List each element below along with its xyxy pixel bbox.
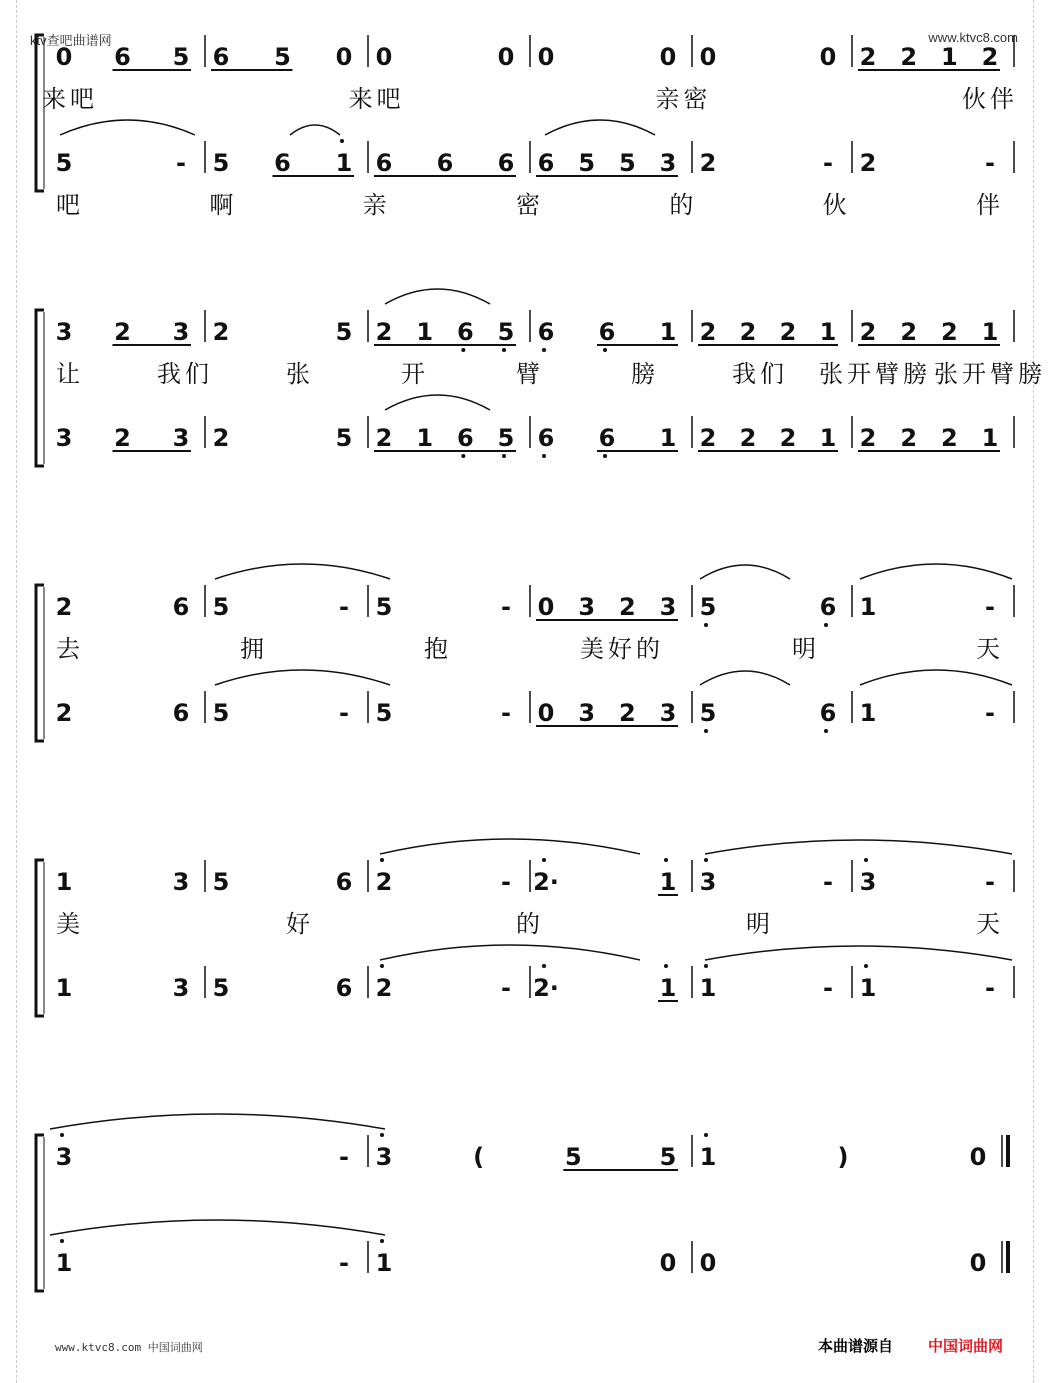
score-system xyxy=(36,1114,1008,1291)
slur xyxy=(705,840,1012,854)
low-octave-dot xyxy=(542,454,546,458)
note: 2 xyxy=(900,318,918,346)
note: - xyxy=(985,593,995,621)
note: 1 xyxy=(416,318,434,346)
note: 1 xyxy=(859,593,877,621)
note: 0 xyxy=(969,1143,987,1171)
note: 3 xyxy=(578,699,596,727)
note: 6 xyxy=(537,424,555,452)
note: 5 xyxy=(578,149,596,177)
lyric: 明 xyxy=(792,635,820,663)
low-octave-dot xyxy=(603,454,607,458)
note: 3 xyxy=(375,1143,393,1171)
note: 6 xyxy=(274,149,291,177)
note: 6 xyxy=(335,868,353,896)
header-url: www.ktvc8.com xyxy=(928,30,1018,45)
note: 5 xyxy=(335,424,353,452)
note: 3 xyxy=(55,318,73,346)
slur xyxy=(215,670,390,685)
low-octave-dot xyxy=(461,454,465,458)
lyric: 伙伴 xyxy=(962,85,1018,113)
note: 1 xyxy=(659,974,677,1002)
slur xyxy=(545,120,655,135)
note: - xyxy=(823,149,833,177)
lyric: 我们 xyxy=(157,360,213,388)
voice-row xyxy=(56,289,1046,388)
note: 2 xyxy=(618,593,636,621)
note: 5 xyxy=(497,424,515,452)
note: 2 xyxy=(375,974,393,1002)
note: 5 xyxy=(172,43,190,71)
slur xyxy=(860,564,1012,579)
note: 0 xyxy=(659,43,677,71)
high-octave-dot xyxy=(542,858,546,862)
high-octave-dot xyxy=(704,1133,708,1137)
note: 1 xyxy=(55,868,73,896)
note: 5 xyxy=(212,149,230,177)
lyric: 去 xyxy=(56,635,84,663)
note: - xyxy=(823,974,833,1002)
footer-site-link[interactable]: www.ktvc8.com 中国词曲网 xyxy=(55,1341,203,1354)
slur xyxy=(700,671,790,685)
voice-row xyxy=(56,839,1014,938)
lyric: 拥 xyxy=(240,635,268,663)
note: 2 xyxy=(859,43,877,71)
score-system xyxy=(36,289,1046,466)
note: 5 xyxy=(375,593,393,621)
note: 1 xyxy=(375,1249,393,1277)
note: 6 xyxy=(212,43,230,71)
note: 5 xyxy=(335,318,353,346)
note: 2· xyxy=(533,974,559,1002)
note: - xyxy=(985,974,995,1002)
note: 1 xyxy=(819,318,837,346)
score-system xyxy=(36,839,1014,1016)
note: 6 xyxy=(819,593,837,621)
note: - xyxy=(501,699,511,727)
note: 1 xyxy=(699,974,717,1002)
note: 5 xyxy=(659,1143,677,1171)
note: 3 xyxy=(172,974,190,1002)
note: 3 xyxy=(659,593,677,621)
note: 1 xyxy=(859,699,877,727)
note: 2 xyxy=(739,318,757,346)
note: 6 xyxy=(114,43,131,71)
note: 0 xyxy=(497,43,515,71)
low-octave-dot xyxy=(603,348,607,352)
low-octave-dot xyxy=(824,623,828,627)
note: 2 xyxy=(55,699,73,727)
note: - xyxy=(339,699,349,727)
lyric: 张开臂膀 xyxy=(819,360,931,388)
note: 5 xyxy=(212,974,230,1002)
slur xyxy=(50,1220,385,1235)
note: 2 xyxy=(779,424,797,452)
note: 2 xyxy=(699,318,717,346)
voice-row xyxy=(50,1114,1008,1171)
low-octave-dot xyxy=(461,348,465,352)
voice-row xyxy=(56,670,1014,733)
note: 6 xyxy=(172,699,190,727)
note: 6 xyxy=(497,149,515,177)
score-system xyxy=(36,564,1014,741)
note: 2 xyxy=(900,43,918,71)
note: 5 xyxy=(55,149,73,177)
lyric: 的 xyxy=(516,910,544,938)
note: 6 xyxy=(375,149,393,177)
note: - xyxy=(501,974,511,1002)
system-bracket xyxy=(36,310,44,466)
slur xyxy=(215,564,390,579)
note: 6 xyxy=(598,424,616,452)
note: 2 xyxy=(981,43,999,71)
note: 0 xyxy=(537,699,555,727)
note: 5 xyxy=(564,1143,582,1171)
note: 6 xyxy=(436,149,454,177)
note: 1 xyxy=(940,43,958,71)
note: 2 xyxy=(55,593,73,621)
note: 1 xyxy=(981,424,999,452)
note: 0 xyxy=(819,43,837,71)
note: 2 xyxy=(940,424,958,452)
low-octave-dot xyxy=(542,348,546,352)
system-bracket xyxy=(36,1135,44,1291)
high-octave-dot xyxy=(864,964,868,968)
high-octave-dot xyxy=(704,858,708,862)
note: 1 xyxy=(55,1249,73,1277)
note: 3 xyxy=(699,868,717,896)
note: - xyxy=(501,593,511,621)
note: 5 xyxy=(618,149,636,177)
note: 5 xyxy=(274,43,291,71)
low-octave-dot xyxy=(502,454,506,458)
note: 6 xyxy=(598,318,616,346)
slur xyxy=(60,120,195,135)
lyric: 美好的 xyxy=(580,635,664,663)
note: 0 xyxy=(699,43,717,71)
slur xyxy=(860,670,1012,685)
voice-row xyxy=(56,564,1014,663)
high-octave-dot xyxy=(380,1239,384,1243)
low-octave-dot xyxy=(704,623,708,627)
lyric: 让 xyxy=(56,360,84,388)
voice-row xyxy=(50,1220,1008,1277)
note: - xyxy=(823,868,833,896)
slur xyxy=(705,946,1012,960)
slur xyxy=(50,1114,385,1129)
note: 6 xyxy=(456,424,474,452)
note: 2 xyxy=(900,424,918,452)
note: 3 xyxy=(578,593,596,621)
note: 0 xyxy=(55,43,73,71)
note: 5 xyxy=(699,593,717,621)
note: 2 xyxy=(212,424,230,452)
footer-source-label: 本曲谱源自 xyxy=(818,1337,894,1355)
footer-brand[interactable]: 中国词曲网 xyxy=(928,1337,1004,1355)
note: 5 xyxy=(375,699,393,727)
note: - xyxy=(339,593,349,621)
high-octave-dot xyxy=(60,1239,64,1243)
system-bracket xyxy=(36,585,44,741)
low-octave-dot xyxy=(824,729,828,733)
lyric: 开 xyxy=(401,360,429,388)
lyric: 亲 xyxy=(362,191,391,219)
note: 0 xyxy=(375,43,393,71)
slur xyxy=(380,945,640,960)
note: 6 xyxy=(456,318,474,346)
note: 2 xyxy=(859,424,877,452)
lyric: 膀 xyxy=(631,360,659,388)
note: 5 xyxy=(212,593,230,621)
note: 2 xyxy=(940,318,958,346)
score-system xyxy=(36,35,1018,219)
note: 6 xyxy=(335,974,353,1002)
system-bracket xyxy=(36,860,44,1016)
note: 1 xyxy=(859,974,877,1002)
lyric: 亲密 xyxy=(655,85,712,113)
lyric: 天 xyxy=(976,635,1004,663)
lyric: 张 xyxy=(286,360,314,388)
high-octave-dot xyxy=(664,964,668,968)
note: 1 xyxy=(55,974,73,1002)
lyric: 的 xyxy=(669,191,698,219)
note: - xyxy=(501,868,511,896)
slur xyxy=(385,289,490,304)
note: 3 xyxy=(55,1143,73,1171)
note: 1 xyxy=(659,424,677,452)
note: 2 xyxy=(699,149,717,177)
low-octave-dot xyxy=(704,729,708,733)
note: 2 xyxy=(375,424,393,452)
lyric: 吧 xyxy=(56,191,84,219)
lyric: 我们 xyxy=(732,360,788,388)
note: 5 xyxy=(699,699,717,727)
note: 2 xyxy=(212,318,230,346)
note: 2 xyxy=(114,318,131,346)
voice-row xyxy=(56,120,1014,219)
note: 0 xyxy=(537,593,555,621)
high-octave-dot xyxy=(340,139,344,143)
note: 3 xyxy=(172,868,190,896)
lyric: 啊 xyxy=(209,191,238,219)
note: 0 xyxy=(537,43,555,71)
note: - xyxy=(985,699,995,727)
note: 2 xyxy=(739,424,757,452)
high-octave-dot xyxy=(704,964,708,968)
slur xyxy=(290,125,340,135)
slur xyxy=(385,395,490,410)
note: 2· xyxy=(533,868,559,896)
note: 2 xyxy=(375,868,393,896)
high-octave-dot xyxy=(664,858,668,862)
high-octave-dot xyxy=(864,858,868,862)
lyric: 抱 xyxy=(424,635,452,663)
header-site-name: ktv查吧曲谱网 xyxy=(30,33,112,48)
note: 3 xyxy=(859,868,877,896)
low-octave-dot xyxy=(502,348,506,352)
note: 5 xyxy=(212,699,230,727)
note: 3 xyxy=(172,318,190,346)
note: - xyxy=(176,149,186,177)
lyric: 伙 xyxy=(822,191,851,219)
note: 6 xyxy=(537,149,555,177)
note: 3 xyxy=(55,424,73,452)
note: - xyxy=(339,1249,349,1277)
note: 2 xyxy=(779,318,797,346)
high-octave-dot xyxy=(380,1133,384,1137)
high-octave-dot xyxy=(542,964,546,968)
note: 5 xyxy=(497,318,515,346)
note: - xyxy=(339,1143,349,1171)
voice-row xyxy=(56,395,1014,458)
note: 1 xyxy=(335,149,353,177)
voice-row xyxy=(42,35,1018,113)
lyric: 来吧 xyxy=(348,85,405,113)
note: 1 xyxy=(659,868,677,896)
note: 3 xyxy=(172,424,190,452)
note: 2 xyxy=(114,424,131,452)
lyric: 臂 xyxy=(516,360,544,388)
note: 6 xyxy=(537,318,555,346)
slur xyxy=(700,565,790,579)
high-octave-dot xyxy=(60,1133,64,1137)
high-octave-dot xyxy=(380,964,384,968)
note: 1 xyxy=(659,318,677,346)
note: - xyxy=(985,149,995,177)
note: 3 xyxy=(659,149,677,177)
note: 0 xyxy=(659,1249,677,1277)
note: 1 xyxy=(416,424,434,452)
note: 0 xyxy=(699,1249,717,1277)
note: 5 xyxy=(212,868,230,896)
lyric: 来吧 xyxy=(42,85,98,113)
lyric: 伴 xyxy=(976,191,1004,219)
note: 2 xyxy=(375,318,393,346)
note: ( xyxy=(473,1143,485,1171)
lyric: 美 xyxy=(56,910,84,938)
note: 6 xyxy=(819,699,837,727)
note: - xyxy=(985,868,995,896)
note: 2 xyxy=(859,149,877,177)
note: 1 xyxy=(981,318,999,346)
note: 1 xyxy=(699,1143,717,1171)
high-octave-dot xyxy=(380,858,384,862)
note: ) xyxy=(837,1143,849,1171)
note: 2 xyxy=(618,699,636,727)
system-bracket xyxy=(36,35,44,191)
note: 2 xyxy=(859,318,877,346)
note: 1 xyxy=(819,424,837,452)
note: 3 xyxy=(659,699,677,727)
lyric: 张开臂膀 xyxy=(934,360,1046,388)
note: 6 xyxy=(172,593,190,621)
voice-row xyxy=(56,945,1014,1002)
lyric: 天 xyxy=(976,910,1004,938)
lyric: 明 xyxy=(746,910,774,938)
note: 0 xyxy=(335,43,353,71)
slur xyxy=(380,839,640,854)
lyric: 好 xyxy=(286,910,314,938)
lyric: 密 xyxy=(516,191,544,219)
note: 2 xyxy=(699,424,717,452)
note: 0 xyxy=(969,1249,987,1277)
